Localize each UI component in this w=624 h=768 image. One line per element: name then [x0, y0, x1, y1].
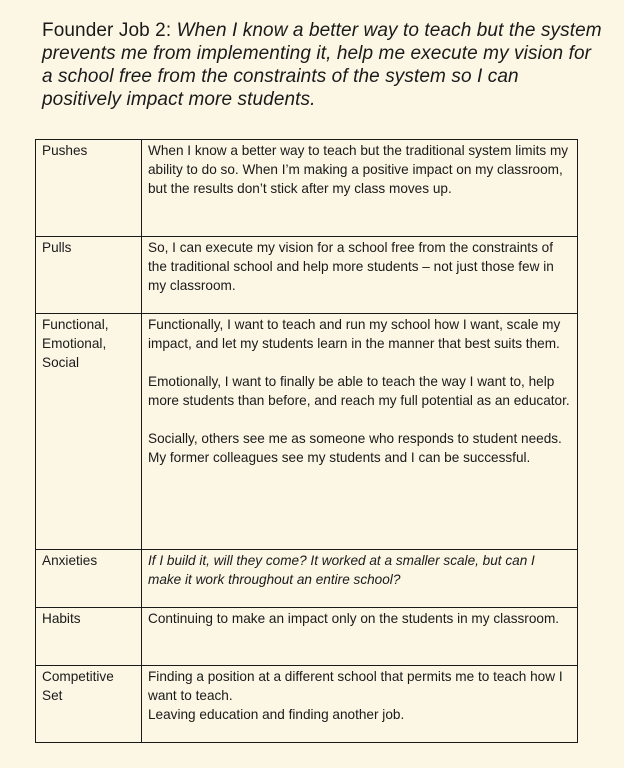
- heading-job-statement: When I know a better way to teach but the system prevents me from implementing it, help me execute my vision for a school free from the constraints of the system so I can positively impact more students.: [42, 20, 602, 110]
- pushes-text: When I know a better way to teach but the traditional system limits my ability to do so. When I’m making a positive impact on my classroom, but the results don’t stick after my class moves up.: [148, 143, 569, 196]
- page-heading: [42, 19, 602, 111]
- row-label-habits: Habits: [36, 608, 142, 666]
- row-content-pushes: [142, 140, 578, 237]
- emotional-text: Emotionally, I want to finally be able to teach the way I want to, help more students than before, and reach my full potential as an educator.: [148, 374, 570, 408]
- table-row-habits: [36, 608, 578, 666]
- row-content-pulls: [142, 237, 578, 314]
- anxieties-text: If I build it, will they come? It worked at a smaller scale, but can I make it work throughout an entire school?: [148, 553, 535, 587]
- competitive-set-line-2: Leaving education and finding another job.: [148, 707, 405, 722]
- row-content-habits: [142, 608, 578, 666]
- heading-prefix: Founder Job 2:: [42, 20, 177, 41]
- table-row-pulls: [36, 237, 578, 314]
- row-content-anxieties: [142, 550, 578, 608]
- pulls-text: So, I can execute my vision for a school free from the constraints of the traditional school and help more students – not just those few in my classroom.: [148, 240, 554, 293]
- row-label-pushes: Pushes: [36, 140, 142, 237]
- row-label-competitive-set: Competitive Set: [36, 666, 142, 743]
- table-row-competitive-set: [36, 666, 578, 743]
- functional-text: Functionally, I want to teach and run my school how I want, scale my impact, and let my students learn in the manner that best suits them.: [148, 317, 561, 351]
- competitive-set-line-1: Finding a position at a different school that permits me to teach how I want to teach.: [148, 669, 563, 703]
- row-content-competitive-set: [142, 666, 578, 743]
- row-label-pulls: Pulls: [36, 237, 142, 314]
- social-text: Socially, others see me as someone who responds to student needs. My former colleagues see my students and I can be successful.: [148, 431, 562, 465]
- table-row-anxieties: [36, 550, 578, 608]
- jobs-table: [35, 139, 578, 743]
- row-label-anxieties: Anxieties: [36, 550, 142, 608]
- habits-text: Continuing to make an impact only on the students in my classroom.: [148, 611, 560, 626]
- table-row-pushes: [36, 140, 578, 237]
- row-label-functional-emotional-social: Functional, Emotional, Social: [36, 314, 142, 550]
- row-content-functional-emotional-social: [142, 314, 578, 550]
- table-row-functional-emotional-social: [36, 314, 578, 550]
